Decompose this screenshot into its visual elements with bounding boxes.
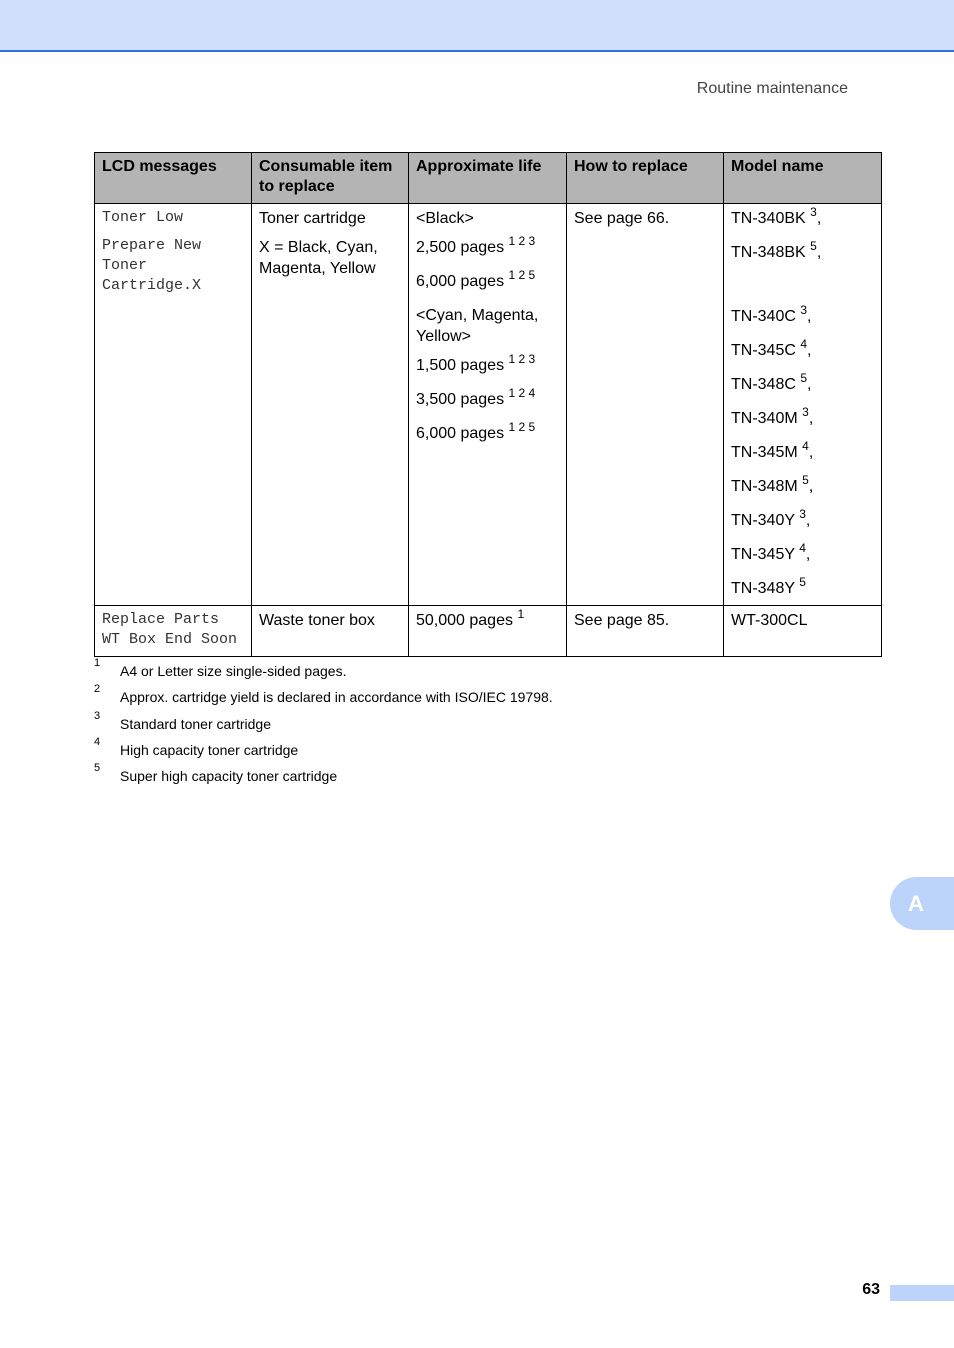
how-text: See page 85. <box>574 612 670 629</box>
appendix-tab[interactable]: A <box>890 877 954 930</box>
life-text: 2,500 pages <box>416 239 505 256</box>
lcd-cell <box>95 204 252 606</box>
page-number: 63 <box>862 1281 880 1298</box>
model-entry: TN-340C $^3$, <box>731 302 812 325</box>
table-header-row <box>95 153 882 204</box>
model-entry: TN-340Y $^3$, <box>731 506 811 529</box>
life-text: 6,000 pages <box>416 425 505 442</box>
model-entry: TN-348M $^5$, <box>731 472 814 495</box>
footnotes <box>94 657 794 791</box>
header-band <box>0 0 954 52</box>
life-entry <box>416 385 559 410</box>
how-text: See page 66. <box>574 210 670 227</box>
col-header-how: How to replace <box>567 153 724 204</box>
item-text: Waste toner box <box>259 612 375 629</box>
life-text: 6,000 pages <box>416 273 505 290</box>
page-number-bar <box>890 1285 954 1301</box>
footnote-ref: 1 2 4 <box>508 385 536 400</box>
lcd-message: Replace Parts <box>102 611 220 628</box>
life-entry <box>416 305 559 347</box>
model-entry: TN-340M $^3$, <box>731 404 814 427</box>
model-entry: TN-345Y $^4$, <box>731 540 811 563</box>
life-entry <box>416 606 559 631</box>
footnote-ref: 1 2 5 <box>508 419 536 434</box>
life-entry <box>416 233 559 258</box>
lcd-message: Toner Low <box>102 209 184 226</box>
table-row <box>95 606 882 657</box>
life-entry <box>416 208 559 229</box>
col-header-model: Model name <box>724 153 882 204</box>
footnote <box>94 735 794 765</box>
footnote-ref: 1 2 3 <box>508 351 536 366</box>
model-entry: TN-348C $^5$, <box>731 370 812 393</box>
model-entry: TN-345C $^4$, <box>731 336 812 359</box>
col-header-item: Consumable item to replace <box>252 153 409 204</box>
life-text: 1,500 pages <box>416 357 505 374</box>
footnote-text: Approx. cartridge yield is declared in accordance with ISO/IEC 19798. <box>120 689 553 706</box>
model-entry: TN-345M $^4$, <box>731 438 814 461</box>
footnote-text: A4 or Letter size single-sided pages. <box>120 663 347 679</box>
footnote-ref: 1 2 3 <box>508 233 536 248</box>
model-entry: TN-340BK $^3$, <box>731 204 822 227</box>
lcd-message: WT Box End Soon <box>102 631 238 648</box>
item-cell <box>252 606 409 657</box>
model-entry: TN-348BK $^5$, <box>731 238 822 261</box>
lcd-message: Prepare New Toner Cartridge.X <box>102 237 202 294</box>
footnote-ref: 1 <box>517 606 525 621</box>
footnote-text: Standard toner cartridge <box>120 715 271 732</box>
footnote-text: High capacity toner cartridge <box>120 741 299 758</box>
life-text: <Cyan, Magenta, Yellow> <box>416 307 539 345</box>
col-header-lcd: LCD messages <box>95 153 252 204</box>
section-title: Routine maintenance <box>696 80 848 97</box>
life-cell <box>409 606 567 657</box>
consumables-table <box>94 152 882 657</box>
model-entry: TN-348Y $^5$ <box>731 574 806 597</box>
footnote-number: 2 <box>94 683 101 696</box>
model-cell <box>724 204 882 606</box>
how-cell <box>567 606 724 657</box>
col-header-life: Approximate life <box>409 153 567 204</box>
lcd-cell <box>95 606 252 657</box>
model-entry: WT-300CL <box>731 612 808 629</box>
item-cell <box>252 204 409 606</box>
footnote <box>94 683 794 712</box>
footnote-number: 4 <box>94 735 101 748</box>
footnote <box>94 657 794 686</box>
life-text: <Black> <box>416 210 474 227</box>
model-cell <box>724 606 882 657</box>
life-entry <box>416 351 559 376</box>
footnote <box>94 709 794 739</box>
life-text: 50,000 pages <box>416 612 513 629</box>
footnote-number: 3 <box>94 709 101 722</box>
how-cell <box>567 204 724 606</box>
table-row <box>95 204 882 606</box>
footnote-text: Super high capacity toner cartridge <box>120 768 338 785</box>
footnote-ref: 1 2 5 <box>508 267 536 282</box>
footnote <box>94 762 794 791</box>
item-text: X = Black, Cyan, Magenta, Yellow <box>259 239 378 277</box>
life-entry <box>416 419 559 444</box>
life-cell <box>409 204 567 606</box>
footnote-number: 1 <box>94 657 101 669</box>
item-text: Toner cartridge <box>259 210 366 227</box>
life-text: 3,500 pages <box>416 391 505 408</box>
life-entry <box>416 267 559 292</box>
footnote-number: 5 <box>94 762 101 775</box>
